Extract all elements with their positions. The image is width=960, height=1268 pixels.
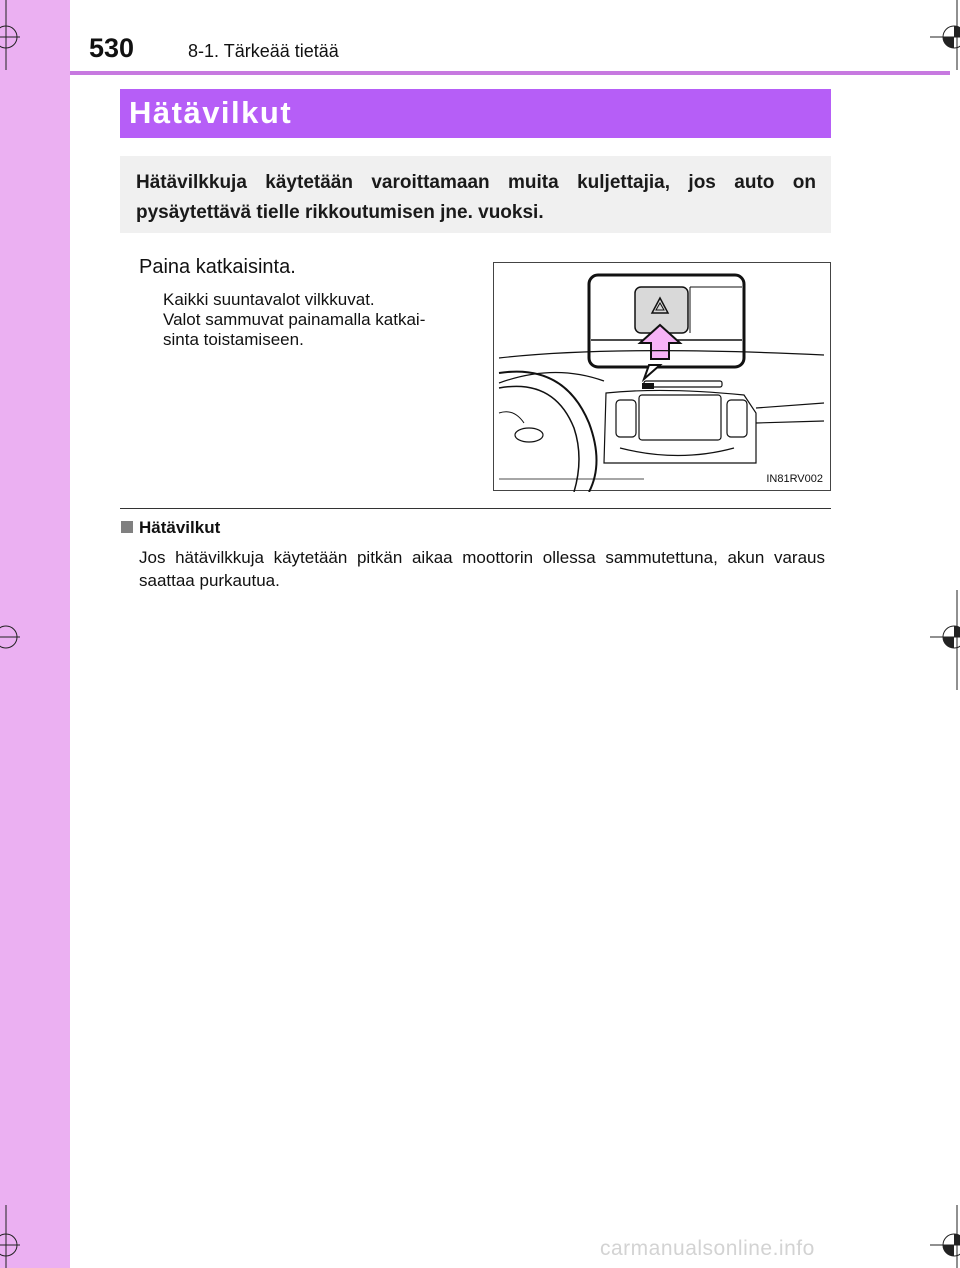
- dashboard-illustration: [494, 263, 832, 492]
- intro-text: Hätävilkkuja käytetään varoittamaan muita kuljettajia, jos auto on pysäytettävä tielle rikkoutumisen jne. vuoksi.: [136, 172, 816, 223]
- section-title-bar: [120, 89, 831, 138]
- hazard-button-location: [644, 381, 722, 387]
- section-divider: [120, 508, 831, 509]
- result-line-2: Valot sammuvat painamalla katkai-: [163, 310, 426, 329]
- intro-box: [120, 156, 831, 233]
- wheel-emblem: [515, 428, 543, 442]
- instruction-step: Paina katkaisinta.: [139, 256, 296, 278]
- section-title: Hätävilkut: [129, 95, 293, 130]
- header-rule: [70, 71, 950, 75]
- chapter-title: 8-1. Tärkeää tietää: [188, 41, 339, 61]
- right-vent: [727, 400, 747, 437]
- result-line-3: sinta toistamiseen.: [163, 330, 304, 349]
- instruction-result: [163, 290, 478, 350]
- figure-code: IN81RV002: [766, 473, 823, 485]
- watermark: carmanualsonline.info: [600, 1237, 815, 1260]
- note-body: Jos hätävilkkuja käytetään pitkän aikaa moottorin ollessa sammutettuna, akun varaus saattaa purkautua.: [139, 548, 825, 590]
- note-square-icon: [121, 521, 133, 533]
- left-vent: [616, 400, 636, 437]
- dashboard-figure: [493, 262, 831, 491]
- page-number: 530: [89, 33, 135, 63]
- steering-wheel: [499, 372, 597, 492]
- note-heading: Hätävilkut: [139, 518, 221, 537]
- result-line-1: Kaikki suuntavalot vilkkuvat.: [163, 290, 375, 309]
- center-screen: [639, 395, 721, 440]
